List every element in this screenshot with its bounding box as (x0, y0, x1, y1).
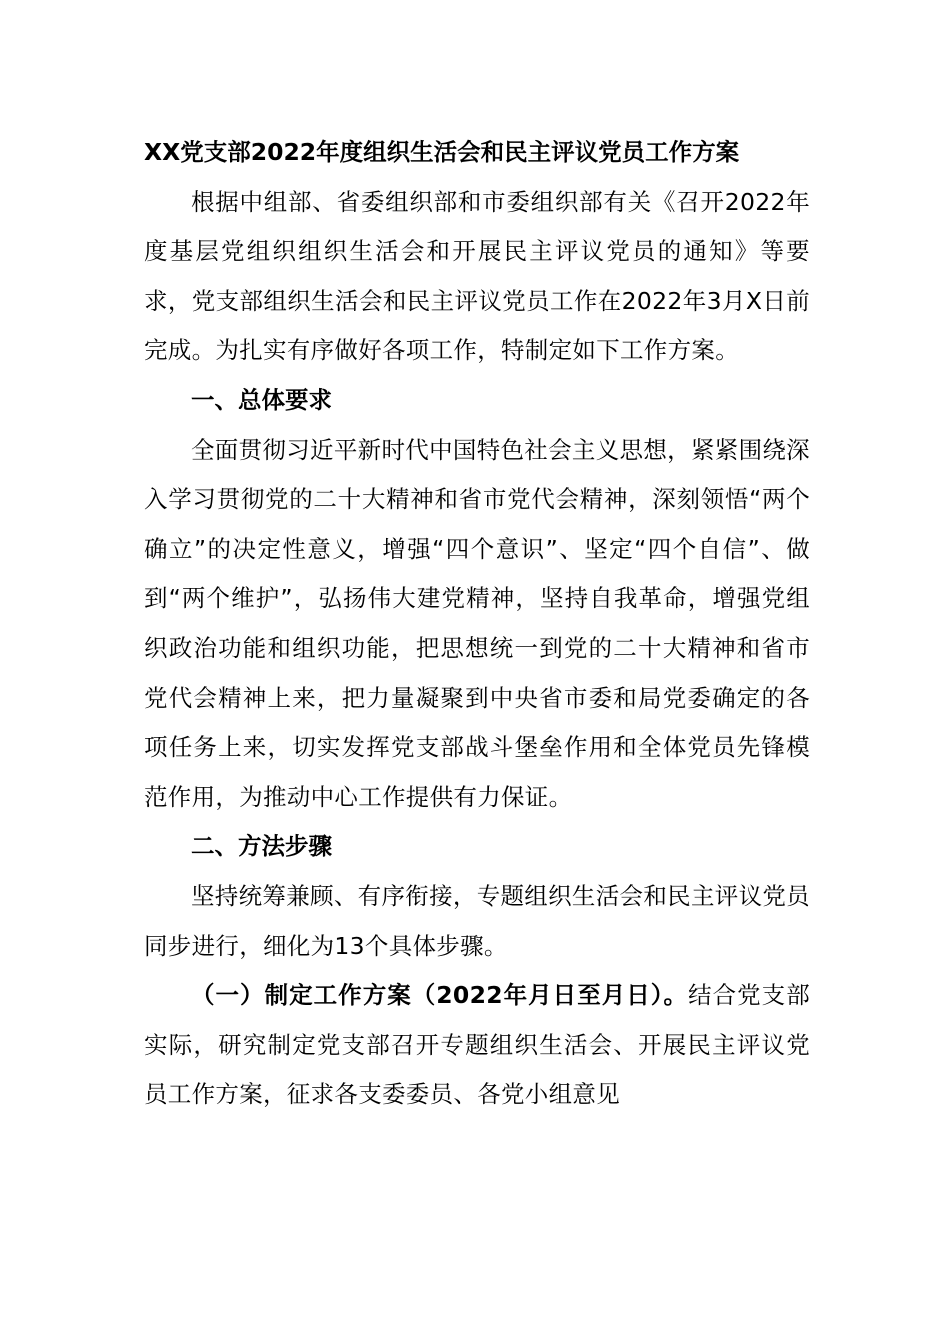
step-one-paragraph (144, 971, 810, 1120)
document-title: XX党支部2022年度组织生活会和民主评议党员工作方案 (144, 138, 740, 166)
step-one-lead: （一）制定工作方案（2022年月日至月日）。 (191, 981, 689, 1010)
section-heading-general-requirements: 一、总体要求 (191, 385, 332, 414)
intro-paragraph: 根据中组部、省委组织部和市委组织部有关《召开2022年度基层党组织组织生活会和开展民主评议党员的通知》等要求，党支部组织生活会和民主评议党员工作在2022年3月X日前完成。为扎实有序做好各项工作，特制定如下工作方案。 (144, 187, 810, 365)
step-one-body: 结合党支部实际，研究制定党支部召开专题组织生活会、开展民主评议党员工作方案，征求各支委委员、各党小组意见 (144, 981, 811, 1109)
document-body (144, 128, 810, 1120)
section-heading-methods-steps: 二、方法步骤 (191, 832, 332, 861)
methods-steps-paragraph: 坚持统筹兼顾、有序衔接，专题组织生活会和民主评议党员同步进行，细化为13个具体步骤。 (144, 881, 810, 960)
general-requirements-paragraph: 全面贯彻习近平新时代中国特色社会主义思想，紧紧围绕深入学习贯彻党的二十大精神和省市党代会精神，深刻领悟“两个确立”的决定性意义，增强“四个意识”、坚定“四个自信”、做到“两个维护”，弘扬伟大建党精神，坚持自我革命，增强党组织政治功能和组织功能，把思想统一到党的二十大精神和省市党代会精神上来，把力量凝聚到中央省市委和局党委确定的各项任务上来，切实发挥党支部战斗堡垒作用和全体党员先锋模范作用，为推动中心工作提供有力保证。 (144, 435, 810, 811)
